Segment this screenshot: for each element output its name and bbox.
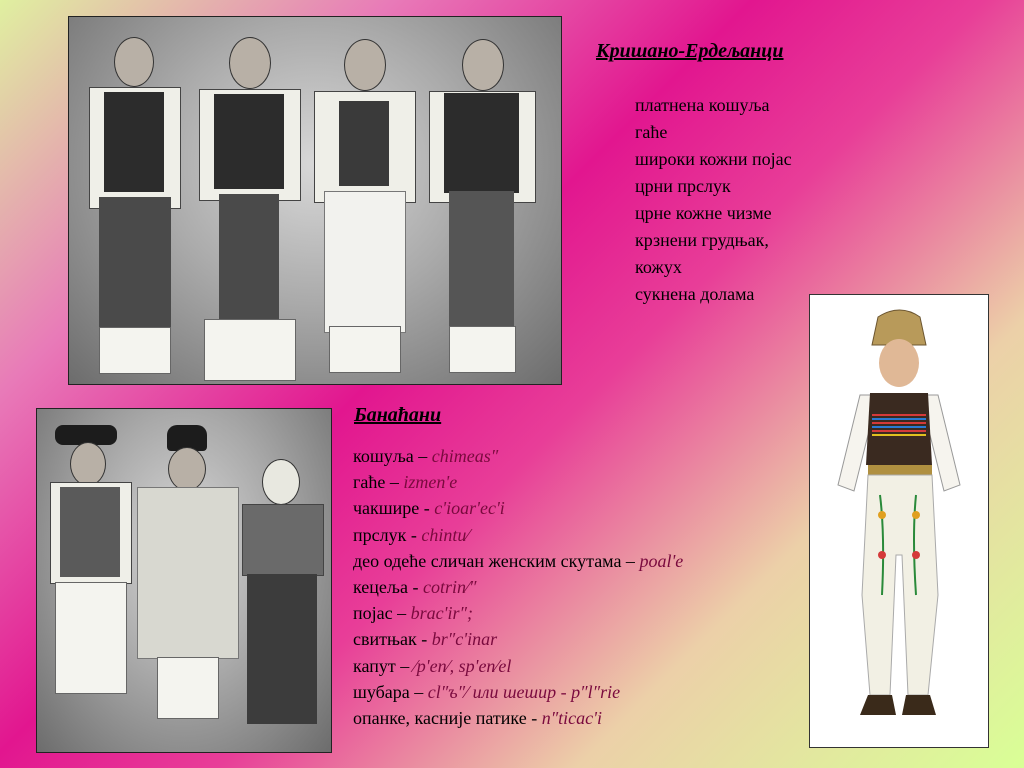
romanian-word: c'ioar'ec'i (434, 498, 505, 519)
list-item (353, 679, 683, 705)
section-title-banatsani: Банаћани (354, 404, 442, 426)
list-item: сукнена долама (635, 284, 755, 304)
figure-man-3 (309, 31, 419, 381)
romanian-word: n″ticac'i (541, 708, 603, 729)
list-item: црни прслук (635, 176, 731, 196)
romanian-word: brac'ir″; (410, 603, 473, 624)
section-title-krishano: Кришано-Ердељанци (596, 40, 784, 62)
figure-man-fur-coat (132, 417, 242, 747)
list-item: крзнени грудњак, (635, 230, 769, 250)
term: део одеће сличан женским скутама – (353, 550, 640, 571)
romanian-word: ⁄p'en⁄, sp'en⁄el (413, 655, 512, 676)
photo-krishano-men (68, 16, 562, 385)
list-item (353, 653, 683, 679)
figure-man-2 (194, 29, 304, 379)
list-item (353, 443, 683, 469)
term: појас – (353, 603, 411, 624)
banatsani-clothing-list (353, 443, 683, 731)
term: прслук - (353, 524, 422, 545)
romanian-word: br″c'inar (431, 629, 498, 650)
romanian-word: poal'e (639, 550, 684, 571)
list-item: црне кожне чизме (635, 203, 772, 223)
folk-costume-figure (810, 295, 988, 747)
list-item (353, 626, 683, 652)
romanian-word: cl″ъ″⁄ или шешир - p″l″rie (427, 681, 621, 702)
list-item: кожух (635, 257, 682, 277)
list-item (353, 705, 683, 731)
figure-man-hat (45, 417, 135, 747)
term: свитњак - (353, 629, 432, 650)
photo-folk-costume (809, 294, 989, 748)
list-item (353, 574, 683, 600)
term: гаће – (353, 472, 404, 493)
list-item (353, 600, 683, 626)
romanian-word: chimeas″ (431, 446, 499, 466)
list-item (353, 469, 683, 495)
term: чакшире - (353, 498, 435, 519)
figure-man-4 (424, 31, 539, 381)
photo-banatsani-people (36, 408, 332, 753)
romanian-word: cotrin⁄″ (422, 577, 477, 598)
list-item (353, 548, 683, 574)
figure-woman (237, 454, 327, 744)
krishano-clothing-list (635, 92, 792, 308)
list-item (353, 495, 683, 521)
romanian-word: chintu⁄ (421, 524, 470, 545)
figure-man-1 (79, 27, 189, 377)
term: опанке, касније патике - (353, 708, 542, 729)
list-item: платнена кошуља (635, 95, 770, 115)
term: капут – (353, 655, 414, 676)
term: кошуља – (353, 446, 432, 466)
list-item (353, 522, 683, 548)
list-item: широки кожни појас (635, 149, 792, 169)
romanian-word: izmen'e (403, 472, 458, 493)
term: кецеља - (353, 577, 423, 598)
list-item: гаће (635, 122, 668, 142)
term: шубара – (353, 681, 428, 702)
